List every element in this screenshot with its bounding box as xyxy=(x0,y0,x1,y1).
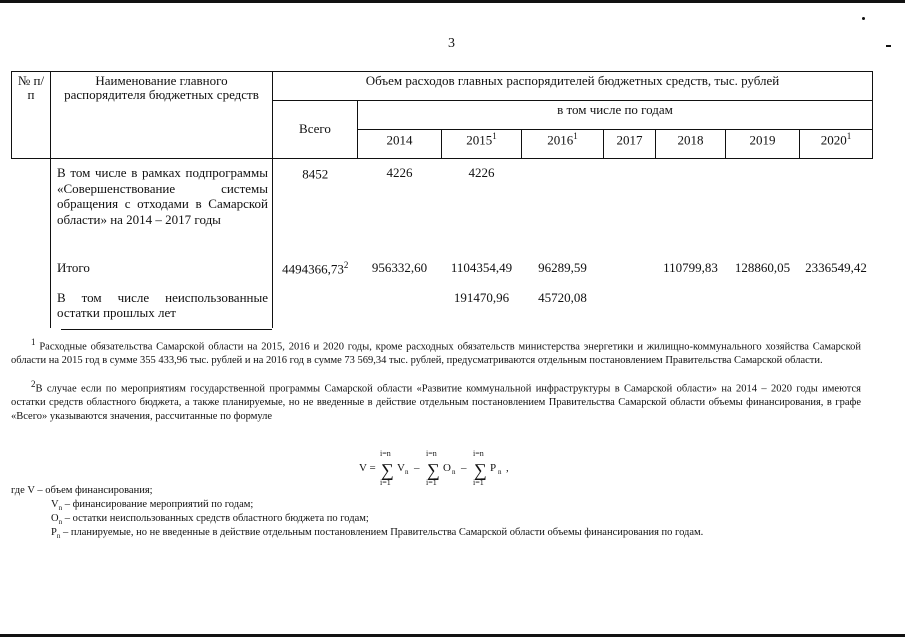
svg-text:V: V xyxy=(397,462,405,474)
row-value xyxy=(656,284,726,328)
header-total: Всего xyxy=(273,101,358,159)
row-value: 110799,83 xyxy=(663,259,718,275)
year-header: 2018 xyxy=(656,130,726,159)
footnote-1: $^1$ Расходные обязательства Самарской области на 2015, 2016 и 2020 годы, кроме расходных обязательств министерства энергетики и жилищно-коммунального хозяйства Самарской области на 2015 год в сумме 355 433,96 тыс. рублей и на 2016 год в сумме 73 569,34 тыс. рублей, предусматриваются отдельным постановлением Правительства Самарской области. xyxy=(11,337,862,367)
header-by-years: в том числе по годам xyxy=(358,101,873,130)
svg-text:i=n: i=n xyxy=(473,449,484,458)
footnote-separator xyxy=(61,329,272,330)
year-header: 2016$^1$ xyxy=(522,130,604,159)
row-value: 191470,96 xyxy=(453,289,510,305)
row-value xyxy=(522,159,604,254)
row-value xyxy=(358,284,442,328)
top-border xyxy=(0,0,905,3)
svg-text:i=n: i=n xyxy=(426,449,437,458)
header-no: № п/п xyxy=(12,72,51,159)
row-no xyxy=(12,284,51,328)
row-value xyxy=(604,159,656,254)
svg-text:O: O xyxy=(443,462,451,474)
sum-sign: ∑ xyxy=(381,460,394,480)
row-value: 4226 xyxy=(386,165,413,180)
svg-text:–: – xyxy=(461,462,467,474)
row-value xyxy=(800,284,873,328)
svg-text:n: n xyxy=(405,468,409,476)
year-header: 2014 xyxy=(358,130,442,159)
year-header: 2020$^1$ xyxy=(800,130,873,159)
row-name: В том числе неиспользованные остатки прошлых лет xyxy=(51,284,273,328)
sum-sign: ∑ xyxy=(474,460,487,480)
header-volume: Объем расходов главных распорядителей бюджетных средств, тыс. рублей xyxy=(273,72,873,101)
year-header: 2019 xyxy=(726,130,800,159)
svg-text:i=n: i=n xyxy=(380,449,391,458)
svg-text:V =: V = xyxy=(359,462,376,474)
bottom-border xyxy=(0,634,905,637)
where-intro: где V – объем финансирования; xyxy=(11,485,153,496)
header-name: Наименование главного распорядителя бюджетных средств xyxy=(51,72,273,159)
table-row xyxy=(12,284,873,328)
row-value xyxy=(604,254,656,284)
row-value: 4226 xyxy=(468,165,495,180)
row-value: 1104354,49 xyxy=(450,259,513,275)
row-value: 96289,59 xyxy=(538,259,587,275)
svg-text:i=1: i=1 xyxy=(426,478,437,487)
row-no xyxy=(12,254,51,284)
svg-text:n: n xyxy=(498,468,502,476)
row-total: 8452 xyxy=(302,166,329,182)
row-value: 128860,05 xyxy=(734,259,791,275)
where-on: $O_n$ – остатки неиспользованных средств областного бюджета по годам; xyxy=(51,513,369,527)
svg-text:i=1: i=1 xyxy=(473,478,484,487)
row-value xyxy=(726,159,800,254)
where-vn: $V_n$ – финансирование мероприятий по годам; xyxy=(51,499,254,513)
table-row xyxy=(12,254,873,284)
page-number: 3 xyxy=(448,36,455,51)
footnote-2: $^2$В случае если по мероприятиям государственной программы Самарской области «Развитие коммунальной инфраструктуры в Самарской области» на 2014 – 2020 годы имеются остатки средств областного бюджета, а также планируемые, но не введенные в действие отдельным постановлением Правительства Самарской области объемы финансирования, в графе «Всего» указываются значения, рассчитанные по формуле xyxy=(11,379,861,423)
row-value xyxy=(800,159,873,254)
sum-sign: ∑ xyxy=(427,460,440,480)
row-value: 45720,08 xyxy=(538,289,587,305)
formula xyxy=(355,448,535,488)
row-total xyxy=(273,284,358,328)
row-name: Итого xyxy=(51,254,273,284)
row-value: 2336549,42 xyxy=(805,259,867,275)
row-value xyxy=(726,284,800,328)
year-header: 2015$^1$ xyxy=(442,130,522,159)
year-header: 2017 xyxy=(604,130,656,159)
row-value: 956332,60 xyxy=(371,259,428,275)
row-total: 4494366,73$^2$ xyxy=(282,259,349,276)
svg-text:n: n xyxy=(452,468,456,476)
where-pn: $P_n$ – планируемые, но не введенные в действие отдельным постановлением Правительства Самарской области объемы финансирования по годам. xyxy=(51,527,704,541)
scan-dot xyxy=(862,17,865,20)
row-value xyxy=(656,159,726,254)
budget-table xyxy=(11,71,873,328)
row-no xyxy=(12,159,51,254)
row-value xyxy=(604,284,656,328)
svg-text:,: , xyxy=(506,462,509,474)
table-row xyxy=(12,159,873,254)
row-name: В том числе в рамках подпрограммы «Совершенствование системы обращения с отходами в Самарской области» на 2014 – 2017 годы xyxy=(51,159,273,254)
svg-text:P: P xyxy=(490,462,497,474)
svg-text:–: – xyxy=(414,462,420,474)
svg-text:i=1: i=1 xyxy=(380,478,391,487)
scan-mark xyxy=(886,45,891,47)
